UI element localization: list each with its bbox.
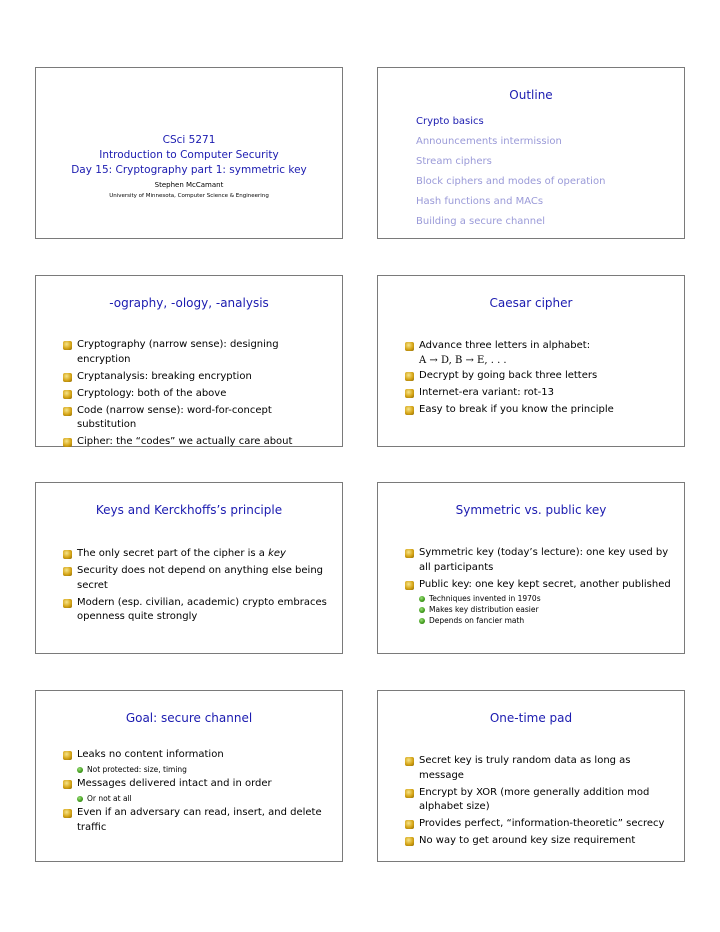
slide-outline	[377, 67, 685, 239]
outline-list	[416, 112, 605, 232]
bullet-item: No way to get around key size requirement	[405, 834, 674, 849]
bullet-list	[405, 754, 674, 851]
bullet-list	[405, 339, 674, 420]
outline-item-secure-channel: Building a secure channel	[416, 216, 546, 227]
bullet-item: Provides perfect, “information-theoretic” secrecy	[405, 817, 674, 832]
title-block	[36, 133, 342, 201]
slide-title: Keys and Kerckhoffs’s principle	[95, 503, 283, 517]
slide-title-page	[35, 67, 343, 239]
outline-item-crypto-basics: Crypto basics	[416, 116, 484, 127]
sub-bullet-item: Depends on fancier math	[419, 615, 674, 626]
bullet-item: Security does not depend on anything else being secret	[63, 564, 332, 593]
bullet-item	[405, 339, 674, 367]
bullet-list	[63, 748, 332, 838]
bullet-item: Cryptanalysis: breaking encryption	[63, 370, 332, 385]
bullet-text: Advance three letters in alphabet:	[419, 340, 591, 351]
course-title: Introduction to Computer Security	[99, 149, 279, 161]
sub-bullet-list	[77, 793, 332, 804]
author: Stephen McCamant	[154, 181, 224, 189]
bullet-list	[405, 546, 674, 629]
slide-kerckhoffs	[35, 482, 343, 654]
outline-item-hash-functions: Hash functions and MACs	[416, 196, 544, 207]
bullet-item: Cipher: the “codes” we actually care about	[63, 435, 332, 450]
sub-bullet-item: Makes key distribution easier	[419, 604, 674, 615]
slide-secure-channel	[35, 690, 343, 862]
bullet-item	[63, 777, 332, 804]
bullet-item: Encrypt by XOR (more generally addition mod alphabet size)	[405, 786, 674, 815]
slide-caesar-cipher	[377, 275, 685, 447]
bullet-item	[405, 578, 674, 627]
sub-bullet-item: Techniques invented in 1970s	[419, 593, 674, 604]
slide-title: Caesar cipher	[489, 296, 573, 310]
lecture-title: Day 15: Cryptography part 1: symmetric key	[71, 164, 307, 176]
affiliation: University of Minnesota, Computer Science & Engineering	[109, 193, 269, 199]
outline-item-announcements: Announcements intermission	[416, 136, 562, 147]
emphasis-key: key	[268, 548, 286, 559]
bullet-list	[63, 338, 332, 452]
bullet-item: Secret key is truly random data as long as message	[405, 754, 674, 783]
sub-bullet-item: Not protected: size, timing	[77, 764, 332, 775]
sub-bullet-item: Or not at all	[77, 793, 332, 804]
outline-item-stream-ciphers: Stream ciphers	[416, 156, 492, 167]
bullet-list	[63, 547, 332, 627]
slide-one-time-pad	[377, 690, 685, 862]
bullet-item	[63, 547, 332, 562]
bullet-item: Cryptology: both of the above	[63, 387, 332, 402]
sub-bullet-list	[419, 593, 674, 626]
slide-title: Outline	[509, 88, 553, 102]
bullet-text: Leaks no content information	[77, 749, 224, 760]
bullet-item: Even if an adversary can read, insert, and delete traffic	[63, 806, 332, 835]
slide-title: Goal: secure channel	[125, 711, 253, 725]
bullet-item: Easy to break if you know the principle	[405, 403, 674, 418]
bullet-item	[63, 748, 332, 775]
bullet-item: Decrypt by going back three letters	[405, 369, 674, 384]
bullet-item: Cryptography (narrow sense): designing encryption	[63, 338, 332, 367]
slide-ography	[35, 275, 343, 447]
bullet-item: Code (narrow sense): word-for-concept substitution	[63, 404, 332, 433]
bullet-text: The only secret part of the cipher is a	[77, 548, 269, 559]
slide-title: -ography, -ology, -analysis	[109, 296, 269, 310]
course-number: CSci 5271	[162, 134, 216, 146]
bullet-item: Modern (esp. civilian, academic) crypto embraces openness quite strongly	[63, 596, 332, 625]
slide-title: Symmetric vs. public key	[455, 503, 607, 517]
bullet-text: Public key: one key kept secret, another published	[419, 578, 671, 590]
bullet-item: Symmetric key (today’s lecture): one key used by all participants	[405, 546, 674, 575]
bullet-text: Messages delivered intact and in order	[77, 778, 272, 789]
slide-symmetric-vs-public	[377, 482, 685, 654]
slide-title: One-time pad	[489, 711, 573, 725]
outline-item-block-ciphers: Block ciphers and modes of operation	[416, 176, 606, 187]
bullet-item: Internet-era variant: rot-13	[405, 386, 674, 401]
shift-formula: A → D, B → E, . . .	[419, 354, 507, 366]
sub-bullet-list	[77, 764, 332, 775]
